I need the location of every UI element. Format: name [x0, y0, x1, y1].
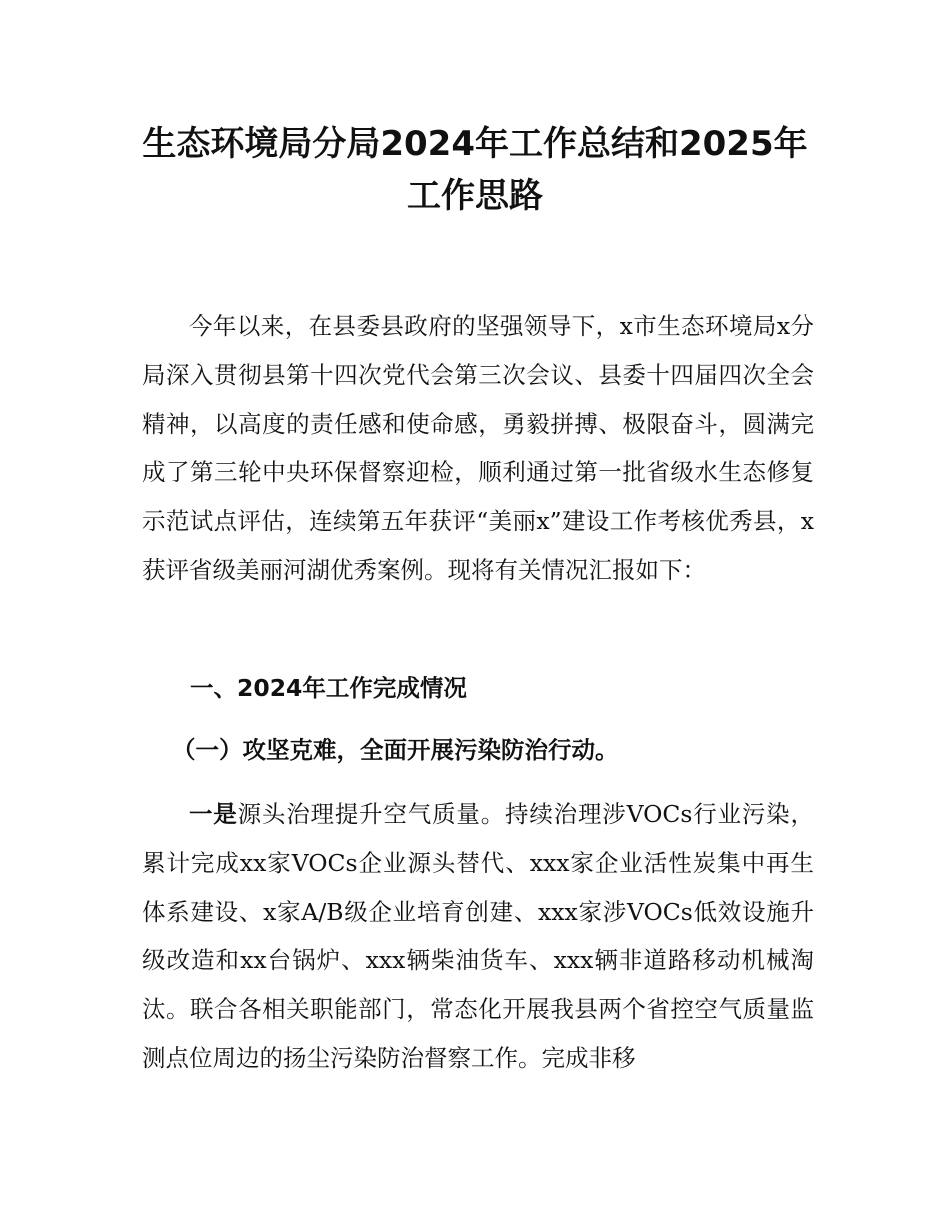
document-title-line-1: 生态环境局分局2024年工作总结和2025年: [142, 124, 808, 164]
item-body-text: 源头治理提升空气质量。持续治理涉VOCs行业污染，累计完成xx家VOCs企业源头替代、xxx家企业活性炭集中再生体系建设、x家A/B级企业培育创建、xxx家涉VOCs低效设施升级改造和xx台锅炉、xxx辆柴油货车、xxx辆非道路移动机械淘汰。联合各相关职能部门，常态化开展我县两个省控空气质量监测点位周边的扬尘污染防治督察工作。完成非移: [142, 800, 814, 1072]
document-title: [100, 118, 850, 222]
item-paragraph-1: [142, 790, 814, 1083]
subsection-heading-1: （一）攻坚克难，全面开展污染防治行动。: [172, 736, 619, 764]
section-heading-1: 一、2024年工作完成情况: [190, 674, 467, 702]
document-title-line-2: 工作思路: [407, 176, 543, 216]
intro-paragraph: 今年以来，在县委县政府的坚强领导下，x市生态环境局x分局深入贯彻县第十四次党代会第三次会议、县委十四届四次全会精神，以高度的责任感和使命感，勇毅拼搏、极限奋斗，圆满完成了第三轮中央环保督察迎检，顺利通过第一批省级水生态修复示范试点评估，连续第五年获评“美丽x”建设工作考核优秀县，x获评省级美丽河湖优秀案例。现将有关情况汇报如下：: [142, 312, 814, 584]
item-lead-label: 一是: [189, 800, 238, 828]
